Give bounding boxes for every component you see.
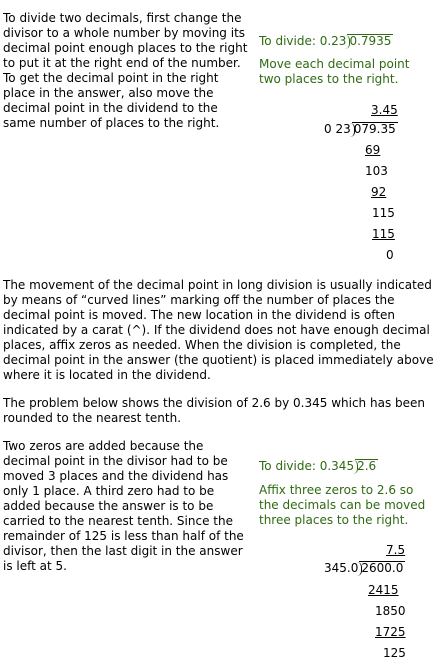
paragraph-problem-below: The problem below shows the division of 2.6 by 0.345 which has been rounded to the nearest tenth. — [3, 396, 425, 425]
dividend-2: 2.6 — [357, 459, 377, 473]
ld1-step: 115 — [372, 227, 395, 241]
ld2-divisor: 345.0 — [324, 561, 359, 575]
ld2-step: 2415 — [368, 583, 399, 597]
ld1-divisor: 0 23 — [324, 122, 351, 136]
ld2-step: 1850 — [375, 604, 406, 618]
ld1-dividend: 079.35 — [353, 122, 396, 136]
quotient-2: 7.5 — [386, 543, 406, 557]
divisor-1: 0.23 — [319, 34, 347, 48]
to-divide-label: To divide: — [259, 34, 316, 48]
quotient-1: 3.45 — [371, 103, 398, 117]
long-division-1-header — [324, 122, 396, 137]
ld1-step: 0 — [386, 248, 394, 262]
move-note: Move each decimal point two places to the right. — [259, 57, 410, 86]
division-bracket-1 — [346, 34, 391, 49]
ld1-bracket — [351, 122, 396, 137]
paragraph-decimal-movement: The movement of the decimal point in long division is usually indicated by means of “curved lines” marking off the number of places the decimal point is moved. The new location in the dividend is often indicated by a carat (^). If the dividend does not have enough decimal places, affix zeros as needed. When the division is completed, the decimal point in the answer (the quotient) is placed immediately above where it is located in the dividend. — [3, 278, 434, 382]
affix-note: Affix three zeros to 2.6 so the decimals can be moved three places to the right. — [259, 483, 426, 527]
dividend-1: 0.7935 — [349, 34, 392, 48]
long-division-2-header — [324, 561, 403, 576]
divisor-2: 0.345 — [319, 459, 355, 473]
ld2-step: 1725 — [375, 625, 406, 639]
ld2-bracket — [358, 561, 403, 576]
to-divide-2 — [259, 459, 376, 474]
ld1-step: 92 — [371, 185, 387, 199]
ld1-step: 103 — [365, 164, 388, 178]
ld1-step: 115 — [372, 206, 395, 220]
to-divide-label: To divide: — [259, 459, 316, 473]
to-divide-1 — [259, 34, 391, 49]
ld1-step: 69 — [365, 143, 381, 157]
intro-paragraph-1: To divide two decimals, first change the divisor to a whole number by moving its decimal point enough places to the right to put it at the right end of the number. To get the decimal point in the right place in the answer, also move the decimal point in the dividend to the same number of places to the right. — [3, 11, 248, 130]
intro-paragraph-2: Two zeros are added because the decimal point in the divisor had to be moved 3 places and the dividend has only 1 place. A third zero had to be added because the answer is to be carried to the nearest tenth. Since the remainder of 125 is less than half of the divisor, then the last digit in the answer is left at 5. — [3, 439, 244, 573]
division-bracket-2 — [354, 459, 376, 474]
ld2-step: 125 — [383, 646, 406, 660]
ld2-dividend: 2600.0 — [361, 561, 404, 575]
